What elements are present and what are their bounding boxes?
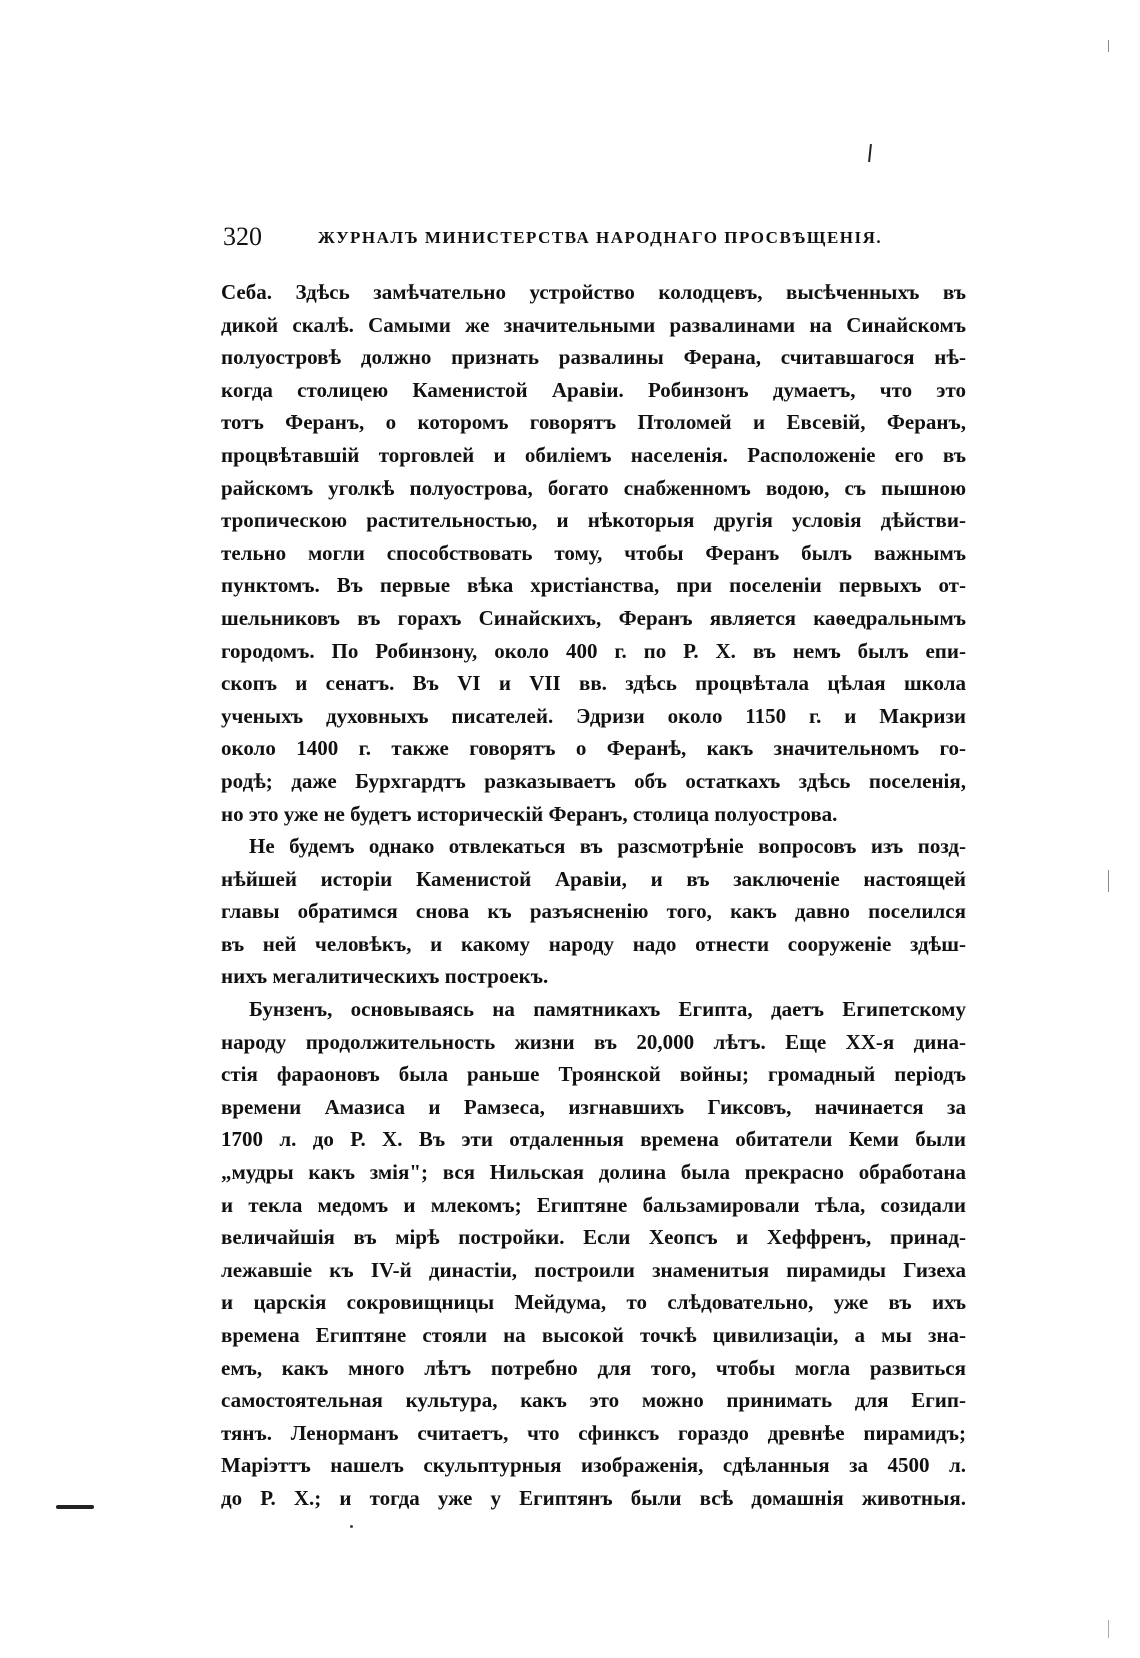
text-line: нихъ мегалитическихъ построекъ. [221,964,549,989]
text-line: тельно могли способствовать тому, чтобы Феранъ былъ важнымъ [221,540,966,565]
text-line: городомъ. По Робинзону, около 400 г. по Р. Х. въ немъ былъ епи- [221,638,966,663]
text-line: въ ней человѣкъ, и какому народу надо отнести сооруженіе здѣш- [221,931,966,956]
text-line: тотъ Феранъ, о которомъ говорятъ Птоломей и Евсевій, Феранъ, [221,410,966,435]
page-number: 320 [223,222,262,251]
text-line: райскомъ уголкѣ полуострова, богато снабженномъ водою, съ пышною [221,475,966,500]
text-line: величайшія въ мірѣ постройки. Если Хеопсъ и Хеффренъ, принад- [221,1225,966,1250]
text-line: когда столицею Каменистой Аравіи. Робинзонъ думаетъ, что это [221,377,966,402]
text-line: родѣ; даже Бурхгардтъ разказываетъ объ остаткахъ здѣсь поселенія, [221,768,966,793]
text-line: нѣйшей исторіи Каменистой Аравіи, и въ заключеніе настоящей [221,866,966,891]
body-text [221,276,966,1515]
text-line: емъ, какъ много лѣтъ потребно для того, чтобы могла развиться [221,1355,966,1380]
margin-mark [56,1505,94,1509]
ink-speck [350,1525,353,1528]
text-line: Бунзенъ, основываясь на памятникахъ Египта, даетъ Египетскому [249,997,966,1022]
text-line: 1700 л. до Р. Х. Въ эти отдаленныя времена обитатели Кеми были [221,1127,966,1152]
text-line: пунктомъ. Въ первые вѣка христіанства, при поселеніи первыхъ от- [221,573,966,598]
text-line: „мудры какъ змія"; вся Нильская долина была прекрасно обработана [221,1160,966,1185]
text-line: стія фараоновъ была раньше Троянской войны; громадный періодъ [221,1062,966,1087]
text-line: тропическою растительностью, и нѣкоторыя другія условія дѣйстви- [221,508,966,533]
text-line: и текла медомъ и млекомъ; Египтяне бальзамировали тѣла, созидали [221,1192,966,1217]
text-line: тянъ. Ленорманъ считаетъ, что сфинксъ гораздо древнѣе пирамидъ; [221,1420,966,1445]
margin-mark [1108,40,1109,52]
text-line: времена Египтяне стояли на высокой точкѣ цивилизаціи, а мы зна- [221,1323,966,1347]
text-line: шельниковъ въ горахъ Синайскихъ, Феранъ является каѳедральнымъ [221,605,966,630]
text-line: Маріэттъ нашелъ скульптурныя изображенія, сдѣланныя за 4500 л. [221,1453,966,1478]
text-line: лежавшіе къ IV-й династіи, построили знаменитыя пирамиды Гизеха [221,1257,966,1282]
text-line: скопъ и сенатъ. Въ VI и VII вв. здѣсь процвѣтала цѣлая школа [221,671,966,696]
text-line: полуостровѣ должно признать развалины Ферана, считавшагося нѣ- [221,345,966,370]
margin-mark [1108,1620,1109,1638]
text-line: процвѣтавшій торговлей и обиліемъ населенія. Расположеніе его въ [221,442,966,467]
text-line: до Р. Х.; и тогда уже у Египтянъ были всѣ домашнія животныя. [221,1485,966,1510]
text-line: дикой скалѣ. Самыми же значительными развалинами на Синайскомъ [221,312,966,337]
running-head: ЖУРНАЛЪ МИНИСТЕРСТВА НАРОДНАГО ПРОСВѢЩЕНІЯ. [318,228,883,247]
text-line: главы обратимся снова къ разъясненію того, какъ давно поселился [221,899,966,924]
text-line: времени Амазиса и Рамзеса, изгнавшихъ Гиксовъ, начинается за [221,1094,966,1119]
text-line: и царскія сокровищницы Мейдума, то слѣдовательно, уже въ ихъ [221,1290,966,1315]
text-line: но это уже не будетъ историческій Феранъ, столица полуострова. [221,801,838,826]
text-line: около 1400 г. также говорятъ о Феранѣ, какъ значительномъ го- [221,736,966,761]
margin-mark [1108,870,1109,892]
text-line: Себа. Здѣсь замѣчательно устройство колодцевъ, высѣченныхъ въ [221,280,966,304]
text-line: ученыхъ духовныхъ писателей. Эдризи около 1150 г. и Макризи [221,703,966,728]
text-line: Не будемъ однако отвлекаться въ разсмотрѣніе вопросовъ изъ позд- [249,834,966,859]
text-line: народу продолжительность жизни въ 20,000 лѣтъ. Еще ХХ-я дина- [221,1029,966,1054]
page-header [223,222,963,262]
text-line: самостоятельная культура, какъ это можно принимать для Егип- [221,1388,966,1413]
ink-mark [868,144,872,162]
